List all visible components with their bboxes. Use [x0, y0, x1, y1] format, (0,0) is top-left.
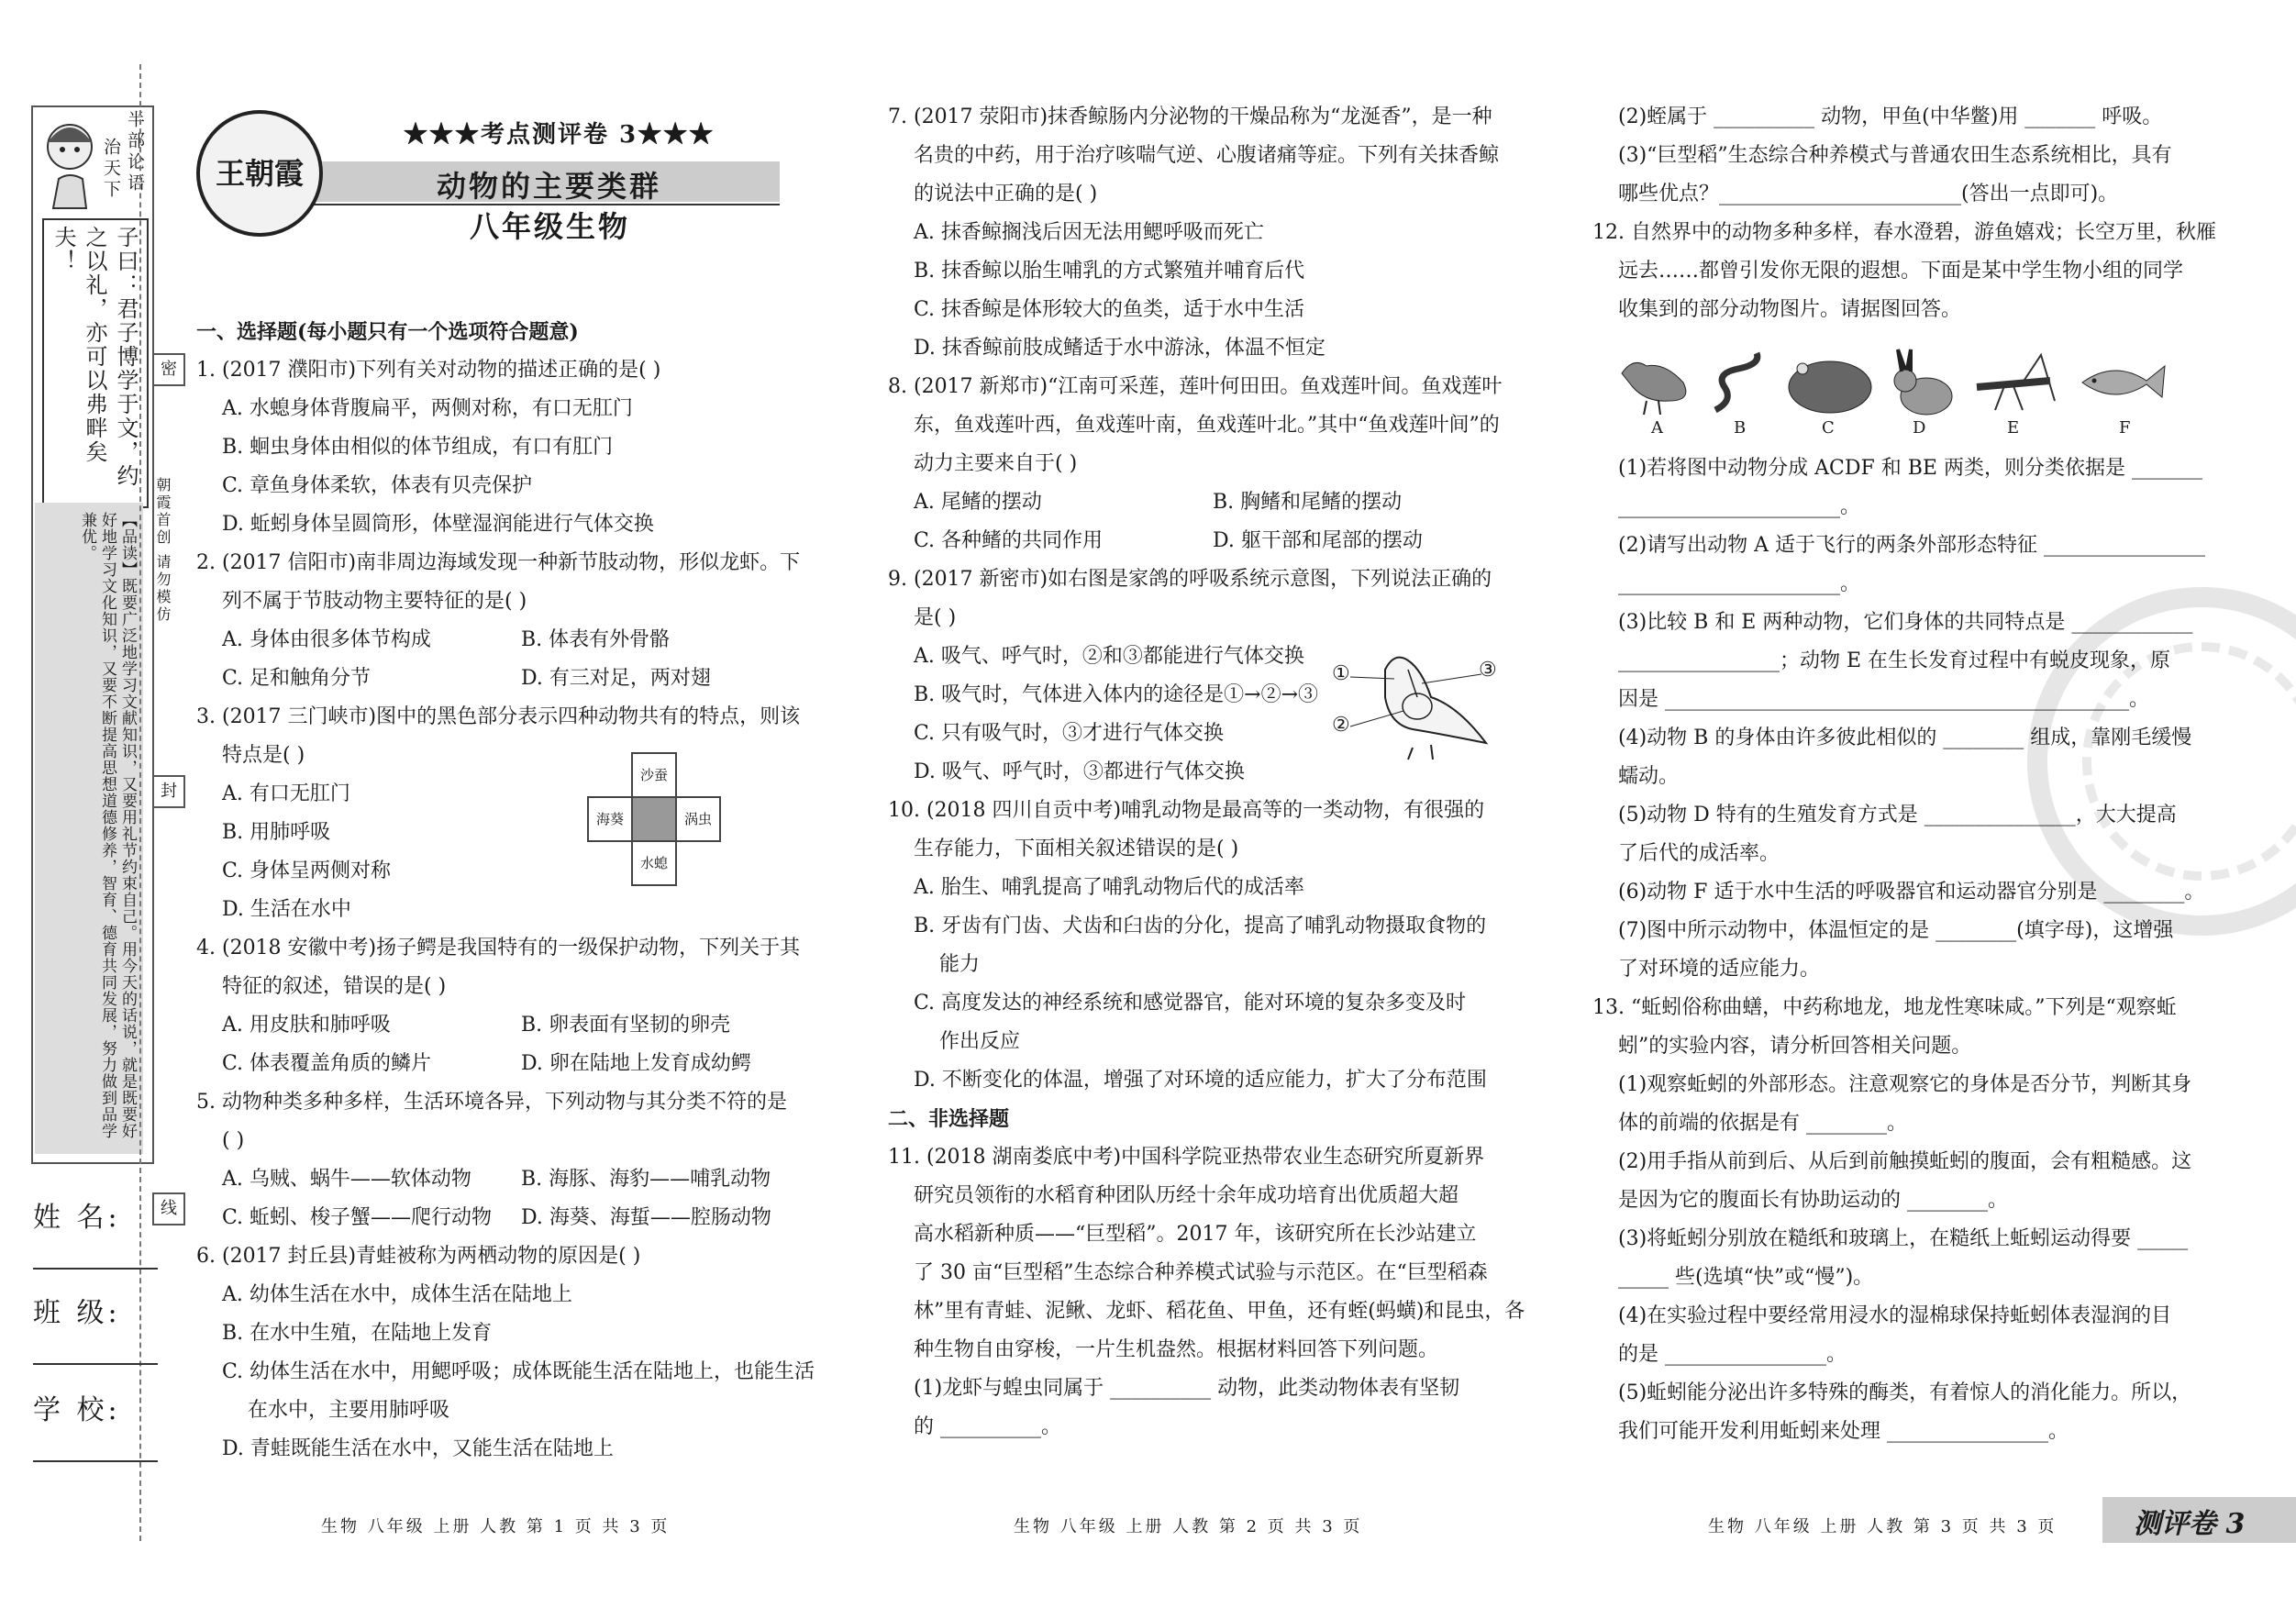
venn-center-shared	[631, 796, 677, 842]
venn-right: 涡虫	[675, 796, 721, 842]
text-line: 收集到的部分动物图片。请据图回答。	[1618, 298, 1962, 321]
text-line: 我们可能开发利用蚯蚓来处理 ________________。	[1618, 1420, 2069, 1443]
sidebar-title-a: 半部论语	[125, 110, 145, 194]
pigeon-label-3: ③	[1479, 659, 1497, 682]
option-text: B. 卵表面有坚韧的卵壳	[521, 1014, 731, 1037]
pigeon-a-icon	[1614, 345, 1697, 420]
text-line: 哪些优点？________________________(答出一点即可)。	[1618, 183, 2119, 205]
page-mark: 测评卷 3	[2134, 1508, 2246, 1540]
binding-word-2: 封	[152, 775, 185, 808]
text-line: (1)观察蚯蚓的外部形态。注意观察它的身体是否分节，判断其身	[1618, 1073, 2192, 1096]
text-line: D. 蚯蚓身体呈圆筒形，体壁湿润能进行气体交换	[222, 513, 654, 536]
column-1	[196, 313, 820, 1469]
series-title: ★★★考点测评卷 3★★★	[404, 121, 715, 149]
option-text: A. 用皮肤和肺呼吸	[222, 1014, 391, 1037]
text-line: D. 抹香鲸前肢成鳍适于水中游泳，体温不恒定	[914, 337, 1325, 360]
text-line: 蚓”的实验内容，请分析回答相关问题。	[1618, 1035, 1972, 1058]
text-line: B. 蛔虫身体由相似的体节组成，有口有肛门	[222, 436, 614, 459]
text-line: A. 有口无肛门	[222, 782, 350, 805]
text-line: 4. (2018 安徽中考)扬子鳄是我国特有的一级保护动物，下列关于其	[196, 937, 801, 959]
text-line	[888, 522, 1512, 560]
text-line: (4)在实验过程中要经常用浸水的湿棉球保持蚯蚓体表湿润的目	[1618, 1304, 2172, 1327]
option-text: A. 乌贼、蜗牛——软体动物	[222, 1168, 471, 1191]
text-line: B. 吸气时，气体进入体内的途径是①→②→③	[914, 683, 1319, 706]
column-2	[888, 98, 1525, 1447]
option-text: C. 体表覆盖角质的鳞片	[222, 1052, 432, 1075]
text-line: 能力	[939, 953, 981, 976]
text-line: B. 用肺呼吸	[222, 821, 331, 844]
sidebar-title-b: 治天下	[101, 138, 121, 201]
rabbit-d-icon	[1885, 345, 1958, 420]
text-line: 13. “蚯蚓俗称曲蟮，中药称地龙，地龙性寒味咸。”下列是“观察蚯	[1592, 996, 2177, 1019]
text-line: 远去……都曾引发你无限的遐想。下面是某中学生物小组的同学	[1618, 260, 2184, 283]
school-field[interactable]	[33, 1460, 158, 1462]
text-line: 3. (2017 三门峡市)图中的黑色部分表示四种动物共有的特点，则该	[196, 705, 801, 728]
brand-logo: 王朝霞	[196, 110, 323, 237]
text-line: (2)蛭属于 __________ 动物，甲鱼(中华鳖)用 _______ 呼吸。	[1618, 105, 2163, 128]
text-line: (2)用手指从前到后、从后到前触摸蚯蚓的腹面，会有粗糙感。这	[1618, 1150, 2192, 1173]
pigeon-label-1: ①	[1332, 662, 1350, 685]
animal-label-c: C	[1822, 418, 1835, 438]
text-line: 10. (2018 四川自贡中考)哺乳动物是最高等的一类动物，有很强的	[888, 799, 1485, 822]
text-line: (6)动物 F 适于水中生活的呼吸器官和运动器官分别是 ________。	[1618, 881, 2205, 904]
class-label: 班 级:	[33, 1297, 121, 1329]
text-line: (3)将蚯蚓分别放在糙纸和玻璃上，在糙纸上蚯蚓运动得要 _____	[1618, 1227, 2189, 1250]
text-line: 特征的叙述，错误的是( )	[222, 975, 447, 998]
option-text: A. 身体由很多体节构成	[222, 628, 431, 651]
option-text: D. 躯干部和尾部的摆动	[1213, 529, 1423, 552]
text-line: 种生物自由穿梭，一片生机盎然。根据材料回答下列问题。	[914, 1338, 1439, 1361]
text-line: 了对环境的适应能力。	[1618, 958, 1821, 981]
text-line: D. 不断变化的体温，增强了对环境的适应能力，扩大了分布范围	[914, 1069, 1487, 1092]
text-line: 9. (2017 新密市)如右图是家鸽的呼吸系统示意图，下列说法正确的	[888, 568, 1492, 591]
text-line: 高水稻新种质——“巨型稻”。2017 年，该研究所在长沙站建立	[914, 1223, 1477, 1246]
text-line: 体的前端的依据是有 ________。	[1618, 1112, 1907, 1135]
name-label: 姓 名:	[33, 1202, 121, 1234]
text-line: 的是 ________________。	[1618, 1343, 1847, 1366]
text-line: C. 身体呈两侧对称	[222, 859, 392, 882]
animal-pictures	[1605, 0, 2174, 440]
text-line: B. 在水中生殖，在陆地上发育	[222, 1322, 493, 1345]
page-subtitle: 八年级生物	[470, 209, 631, 244]
text-line: C. 幼体生活在水中，用鳃呼吸；成体既能生活在陆地上，也能生活	[222, 1360, 815, 1383]
text-line: 名贵的中药，用于治疗咳喘气逆、心腹诸痛等症。下列有关抹香鲸	[914, 144, 1500, 167]
text-line: 的说法中正确的是( )	[914, 183, 1098, 205]
binding-line	[139, 64, 143, 1541]
text-line: 二、非选择题	[888, 1107, 1010, 1131]
text-line: (2)请写出动物 A 适于飞行的两条外部形态特征 ________________	[1618, 534, 2206, 557]
pigeon-respiratory-figure	[1330, 642, 1504, 761]
text-line: 5. 动物种类多种多样，生活环境各异，下列动物与其分类不符的是	[196, 1091, 787, 1114]
text-line: 是因为它的腹面长有协助运动的 ________。	[1618, 1189, 2008, 1212]
text-line: 一、选择题(每小题只有一个选项符合题意)	[196, 320, 579, 344]
text-line: (1)龙虾与蝗虫同属于 __________ 动物，此类动物体表有坚韧	[914, 1377, 1460, 1400]
text-line	[196, 1160, 820, 1199]
text-line: ________________；动物 E 在生长发育过程中有蜕皮现象，原	[1618, 649, 2171, 672]
text-line: 12. 自然界中的动物多种多样，春水澄碧，游鱼嬉戏；长空万里，秋雁	[1592, 221, 2216, 244]
option-text: B. 海豚、海豹——哺乳动物	[521, 1168, 771, 1191]
text-line: 了 30 亩“巨型稻”生态综合种养模式试验与示范区。在“巨型稻森	[914, 1261, 1488, 1284]
text-line	[888, 483, 1512, 522]
option-text: D. 卵在陆地上发育成幼鳄	[521, 1052, 751, 1075]
option-text: C. 各种鳍的共同作用	[914, 529, 1104, 552]
fish-f-icon	[2078, 345, 2169, 420]
text-line: ______________________。	[1618, 572, 1861, 595]
earthworm-b-icon	[1706, 345, 1770, 420]
text-line: C. 章鱼身体柔软，体表有贝壳保护	[222, 474, 533, 497]
animal-label-b: B	[1734, 418, 1747, 438]
text-line: C. 抹香鲸是体形较大的鱼类，适于水中生活	[914, 298, 1305, 321]
text-line: C. 高度发达的神经系统和感觉器官，能对环境的复杂多变及时	[914, 992, 1467, 1015]
text-line: 6. (2017 封丘县)青蛙被称为两栖动物的原因是( )	[196, 1245, 641, 1268]
text-line: ______________________。	[1618, 495, 1861, 518]
option-text: D. 海葵、海蜇——腔肠动物	[521, 1206, 771, 1229]
text-line: 动力主要来自于( )	[914, 452, 1078, 475]
text-line: D. 吸气、呼气时，③都进行气体交换	[914, 760, 1245, 783]
name-field[interactable]	[33, 1268, 158, 1270]
text-line: (3)“巨型稻”生态综合种养模式与普通农田生态系统相比，具有	[1618, 144, 2172, 167]
column-3-questions	[1592, 449, 2235, 1451]
pigeon-label-2: ②	[1332, 714, 1350, 737]
text-line: 列不属于节肢动物主要特征的是( )	[222, 590, 527, 613]
text-line	[196, 621, 820, 660]
text-line: 作出反应	[939, 1030, 1021, 1053]
grasshopper-e-icon	[1968, 345, 2069, 420]
text-line: 生存能力，下面相关叙述错误的是( )	[914, 837, 1239, 860]
confucius-quote: 子曰：君子博学于文，约之以礼，亦可以弗畔矣夫！	[42, 218, 149, 508]
text-line: 蠕动。	[1618, 765, 1680, 788]
animal-label-f: F	[2119, 418, 2131, 438]
text-line: D. 生活在水中	[222, 898, 351, 921]
text-line: 1. (2017 濮阳市)下列有关对动物的描述正确的是( )	[196, 359, 661, 382]
text-line: _____ 些(选填“快”或“慢”)。	[1618, 1266, 1874, 1289]
quote-commentary: 【品读】既要广泛地学习文献知识，又要用礼节约束自己。用今天的话说，就是既要好好地学习文化知识，又要不断提高思想道德修养，智育、德育共同发展，努力做到品学兼优。	[35, 503, 143, 1154]
text-line: (7)图中所示动物中，体温恒定的是 ________(填字母)，这增强	[1618, 919, 2174, 942]
text-line	[196, 1045, 820, 1083]
text-line: A. 水螅身体背腹扁平，两侧对称，有口无肛门	[222, 397, 633, 420]
option-text: D. 有三对足，两对翅	[521, 667, 711, 690]
text-line: (5)动物 D 特有的生殖发育方式是 _______________，大大提高	[1618, 804, 2177, 826]
text-line	[196, 660, 820, 698]
text-line: B. 抹香鲸以胎生哺乳的方式繁殖并哺育后代	[914, 260, 1305, 283]
text-line: B. 牙齿有门齿、犬齿和臼齿的分化，提高了哺乳动物摄取食物的	[914, 915, 1487, 937]
text-line	[196, 1199, 820, 1237]
text-line: A. 幼体生活在水中，成体生活在陆地上	[222, 1283, 572, 1306]
animal-label-a: A	[1651, 418, 1663, 438]
option-text: C. 蚯蚓、梭子蟹——爬行动物	[222, 1206, 493, 1229]
text-line: (4)动物 B 的身体由许多彼此相似的 ________ 组成，靠刚毛缓慢	[1618, 726, 2192, 749]
text-line: ( )	[222, 1129, 245, 1152]
text-line: (3)比较 B 和 E 两种动物，它们身体的共同特点是 ____________	[1618, 611, 2193, 634]
footer-page-2: 生物 八年级 上册 人教 第 2 页 共 3 页	[1014, 1517, 1363, 1536]
text-line: 2. (2017 信阳市)南非周边海域发现一种新节肢动物，形似龙虾。下	[196, 551, 801, 574]
text-line: 研究员领衔的水稻育种团队历经十余年成功培育出优质超大超	[914, 1184, 1459, 1207]
binding-note: 朝霞首创 请勿模仿	[154, 477, 172, 625]
venn-left: 海葵	[587, 796, 633, 842]
text-line: 因是 ______________________________________________。	[1618, 688, 2149, 711]
text-line: 特点是( )	[222, 744, 305, 767]
text-line: 东，鱼戏莲叶西，鱼戏莲叶南，鱼戏莲叶北。”其中“鱼戏莲叶间”的	[914, 414, 1500, 437]
venn-top: 沙蚕	[631, 752, 677, 798]
option-text: B. 胸鳍和尾鳍的摆动	[1213, 491, 1403, 514]
text-line: 了后代的成活率。	[1618, 842, 1780, 865]
venn-bottom: 水螅	[631, 840, 677, 886]
text-line: A. 吸气、呼气时，②和③都能进行气体交换	[914, 645, 1304, 668]
text-line: 7. (2017 荥阳市)抹香鲸肠内分泌物的干燥品称为“龙涎香”，是一种	[888, 105, 1492, 128]
text-line: 林”里有青蛙、泥鳅、龙虾、稻花鱼、甲鱼，还有蛭(蚂蟥)和昆虫，各	[914, 1300, 1525, 1323]
option-text: A. 尾鳍的摆动	[914, 491, 1042, 514]
text-line: 的 __________。	[914, 1415, 1061, 1438]
page-title: 动物的主要类群	[437, 169, 662, 204]
footer-page-3: 生物 八年级 上册 人教 第 3 页 共 3 页	[1708, 1517, 2058, 1536]
text-line: 11. (2018 湖南娄底中考)中国科学院亚热带农业生态研究所夏新界	[888, 1146, 1485, 1169]
footer-page-1: 生物 八年级 上册 人教 第 1 页 共 3 页	[321, 1517, 671, 1536]
binding-word-3: 线	[152, 1192, 185, 1225]
text-line: A. 胎生、哺乳提高了哺乳动物后代的成活率	[914, 876, 1304, 899]
four-animals-figure	[587, 752, 725, 890]
option-text: C. 足和触角分节	[222, 667, 372, 690]
text-line: (5)蚯蚓能分泌出许多特殊的酶类，有着惊人的消化能力。所以，	[1618, 1381, 2192, 1404]
class-field[interactable]	[33, 1363, 158, 1365]
toad-c-icon	[1780, 345, 1880, 420]
animal-label-d: D	[1913, 418, 1926, 438]
text-line: C. 只有吸气时，③才进行气体交换	[914, 722, 1225, 745]
text-line: A. 抹香鲸搁浅后因无法用鳃呼吸而死亡	[914, 221, 1264, 244]
text-line: 是( )	[914, 606, 957, 629]
text-line: D. 青蛙既能生活在水中，又能生活在陆地上	[222, 1437, 614, 1460]
text-line: (1)若将图中动物分成 ACDF 和 BE 两类，则分类依据是 _______	[1618, 457, 2202, 480]
text-line	[196, 1006, 820, 1045]
school-label: 学 校:	[33, 1394, 121, 1426]
animal-label-e: E	[2007, 418, 2020, 438]
binding-word-1: 密	[152, 353, 185, 386]
text-line: 8. (2017 新郑市)“江南可采莲，莲叶何田田。鱼戏莲叶间。鱼戏莲叶	[888, 375, 1503, 398]
text-line: 在水中，主要用肺呼吸	[248, 1399, 450, 1422]
option-text: B. 体表有外骨骼	[521, 628, 671, 651]
